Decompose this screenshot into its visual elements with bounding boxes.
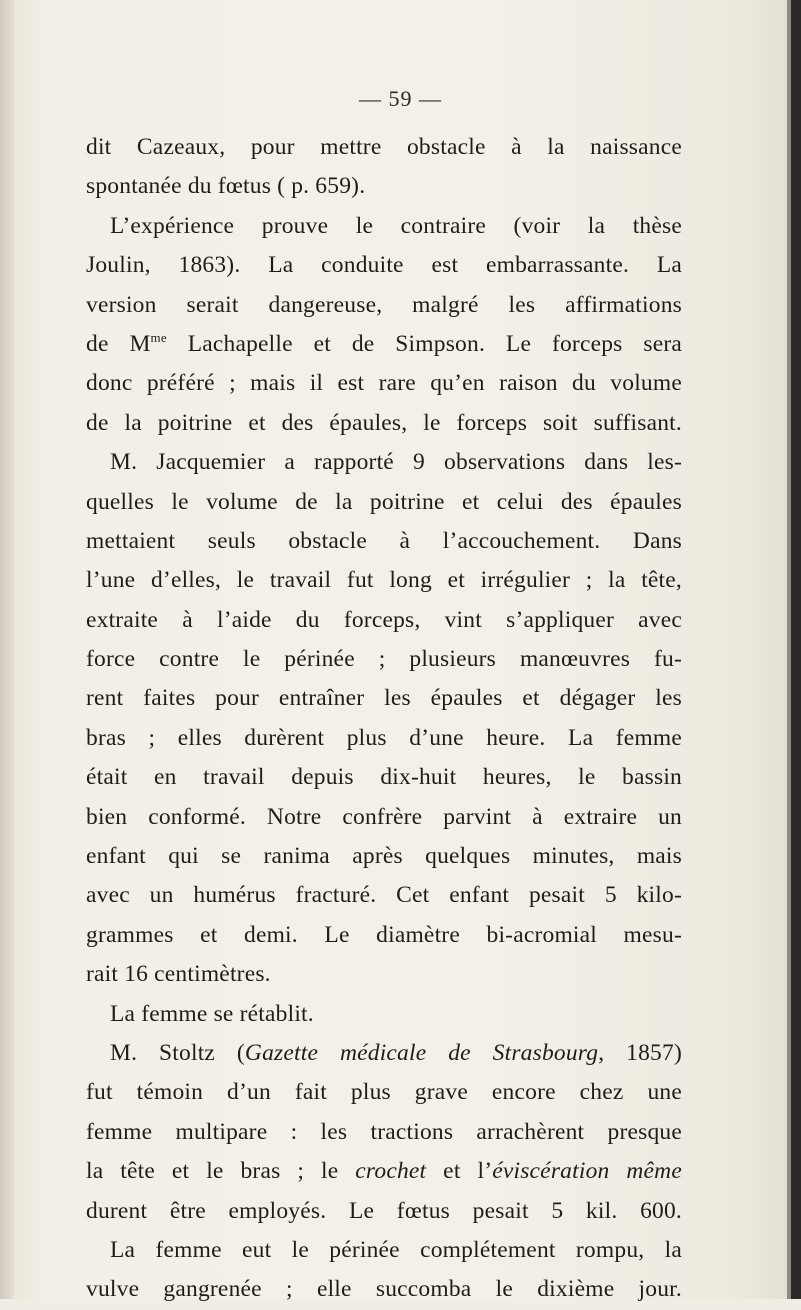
text-line: était en travail depuis dix-huit heures, le bassin <box>86 764 682 791</box>
text-line: spontanée du fœtus ( p. 659). <box>86 173 366 200</box>
text-line: grammes et demi. Le diamètre bi-acromial mesu- <box>86 921 682 948</box>
text-fragment: de M <box>86 330 151 357</box>
text-line-with-italics <box>86 1152 682 1191</box>
text-line: extraite à l’aide du forceps, vint s’appliquer avec <box>86 606 682 633</box>
text-line: fut témoin d’un fait plus grave encore chez une <box>86 1079 682 1106</box>
text-fragment: M. Stoltz ( <box>110 1039 245 1066</box>
text-line-with-superscript <box>86 325 682 364</box>
text-line: version serait dangereuse, malgré les affirmations <box>86 291 682 318</box>
text-line: l’une d’elles, le travail fut long et irrégulier ; la tête, <box>86 567 682 594</box>
page-right-edge-dark <box>791 0 801 1299</box>
text-line: L’expérience prouve le contraire (voir la thèse <box>110 212 682 239</box>
text-fragment: Lachapelle et de Simpson. Le forceps sera <box>166 330 682 357</box>
journal-title: Gazette médicale de Strasbourg <box>244 1039 599 1066</box>
text-line: Joulin, 1863). La conduite est embarrassante. La <box>86 252 682 279</box>
text-line: femme multipare : les tractions arrachèrent presque <box>86 1118 682 1145</box>
text-line: La femme se rétablit. <box>110 1000 314 1027</box>
text-line: mettaient seuls obstacle à l’accouchement. Dans <box>86 527 682 554</box>
page-number: — 59 — <box>359 86 442 111</box>
text-line: donc préféré ; mais il est rare qu’en raison du volume <box>86 370 682 397</box>
page-left-margin-shadow <box>0 0 14 1299</box>
text-line: bras ; elles durèrent plus d’une heure. La femme <box>86 724 682 751</box>
text-line: La femme eut le périnée complétement rompu, la <box>110 1236 682 1263</box>
text-line: bien conformé. Notre confrère parvint à extraire un <box>86 803 682 830</box>
text-fragment: , 1857) <box>598 1039 682 1066</box>
text-fragment: la tête et le bras ; le <box>86 1158 356 1185</box>
text-line: rent faites pour entraîner les épaules et dégager les <box>86 685 682 712</box>
text-line: de la poitrine et des épaules, le forceps soit suffisant. <box>86 409 682 436</box>
superscript-abbreviation: me <box>150 329 167 345</box>
text-line: quelles le volume de la poitrine et celui des épaules <box>86 488 682 515</box>
text-line: dit Cazeaux, pour mettre obstacle à la naissance <box>86 134 682 160</box>
text-line: avec un humérus fracturé. Cet enfant pesait 5 kilo- <box>86 882 682 909</box>
italic-term: éviscération même <box>492 1158 682 1185</box>
text-line: rait 16 centimètres. <box>86 961 271 988</box>
text-line: vulve gangrenée ; elle succomba le dixième jour. <box>86 1276 682 1303</box>
italic-term: crochet <box>355 1158 427 1185</box>
body-text <box>86 128 682 1310</box>
text-line: M. Jacquemier a rapporté 9 observations dans les- <box>110 449 682 476</box>
text-line: force contre le périnée ; plusieurs manœuvres fu- <box>86 646 682 673</box>
text-line: enfant qui se ranima après quelques minutes, mais <box>86 843 682 870</box>
text-fragment: et l’ <box>426 1158 493 1185</box>
text-line-with-citation <box>86 1034 682 1073</box>
text-line: durent être employés. Le fœtus pesait 5 kil. 600. <box>86 1197 682 1224</box>
